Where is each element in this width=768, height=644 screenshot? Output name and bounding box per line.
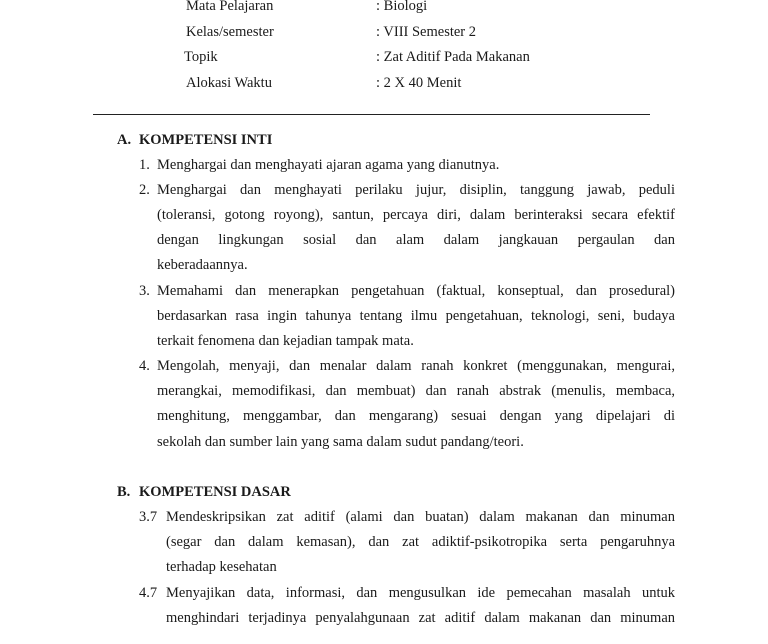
subject-label: Mata Pelajaran [186,0,274,14]
list-item-line: keberadaannya. [157,257,248,273]
list-item-number: 3.7 [139,509,158,525]
list-item-line: Mendeskripsikan zat aditif (alami dan buatan) dalam makanan dan minuman [166,509,675,525]
list-item-line: Menyajikan data, informasi, dan mengusulkan ide pemecahan masalah untuk [166,585,675,601]
time-allocation-value: : 2 X 40 Menit [376,75,462,91]
horizontal-divider [93,114,650,115]
time-allocation-label: Alokasi Waktu [186,75,272,91]
topic-value: : Zat Aditif Pada Makanan [376,49,530,65]
section-title: KOMPETENSI DASAR [139,484,291,500]
list-item-line: merangkai, memodifikasi, dan membuat) dan ranah abstrak (menulis, membaca, [157,383,675,399]
list-item-line: terhadap kesehatan [166,559,277,575]
subject-value: : Biologi [376,0,428,14]
list-item-number: 4. [139,358,150,374]
list-item-line: berdasarkan rasa ingin tahunya tentang ilmu pengetahuan, teknologi, seni, budaya [157,308,675,324]
list-item-line: menghindari terjadinya penyalahgunaan zat aditif dalam makanan dan minuman [166,610,675,626]
topic-label: Topik [184,49,218,65]
list-item-number: 3. [139,283,150,299]
list-item-line: terkait fenomena dan kejadian tampak mata. [157,333,414,349]
list-item-line: Menghargai dan menghayati perilaku jujur, disiplin, tanggung jawab, peduli [157,182,675,198]
list-item-line: Mengolah, menyaji, dan menalar dalam ranah konkret (menggunakan, mengurai, [157,358,675,374]
section-letter: A. [117,132,132,148]
list-item-line: Menghargai dan menghayati ajaran agama yang dianutnya. [157,157,500,173]
section-letter: B. [117,484,131,500]
list-item-line: Memahami dan menerapkan pengetahuan (faktual, konseptual, dan prosedural) [157,283,675,299]
list-item-line: menghitung, menggambar, dan mengarang) sesuai dengan yang dipelajari di [157,408,675,424]
class-semester-label: Kelas/semester [186,24,274,40]
class-semester-value: : VIII Semester 2 [376,24,476,40]
section-heading [117,132,272,149]
list-item-number: 1. [139,157,150,173]
list-item-line: sekolah dan sumber lain yang sama dalam sudut pandang/teori. [157,434,524,450]
list-item-line: (segar dan dalam kemasan), dan zat adiktif-psikotropika serta pengaruhnya [166,534,675,550]
section-title: KOMPETENSI INTI [139,132,273,148]
list-item-number: 2. [139,182,150,198]
list-item-line: dengan lingkungan sosial dan alam dalam jangkauan pergaulan dan [157,232,675,248]
section-heading [117,484,291,501]
list-item-line: (toleransi, gotong royong), santun, percaya diri, dalam berinteraksi secara efektif [157,207,675,223]
list-item-number: 4.7 [139,585,158,601]
